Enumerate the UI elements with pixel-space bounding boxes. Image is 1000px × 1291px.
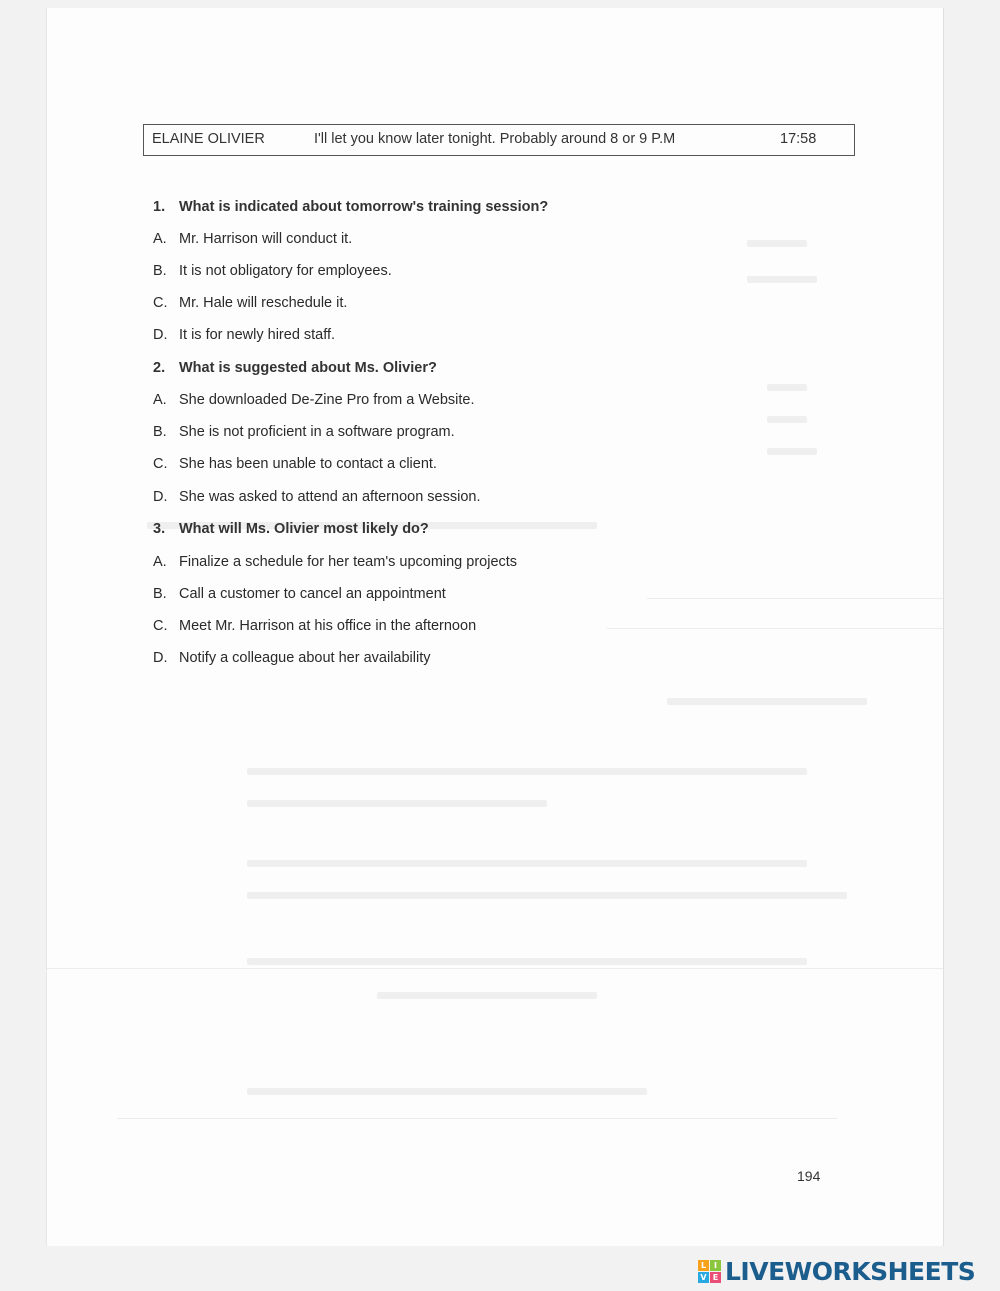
- option-2d[interactable]: [153, 489, 480, 505]
- logo-tile: V: [698, 1272, 709, 1283]
- question-text: What will Ms. Olivier most likely do?: [179, 521, 429, 537]
- option-1a[interactable]: [153, 231, 352, 247]
- bleed-through-mark: [767, 448, 817, 455]
- option-text: Finalize a schedule for her team's upcoming projects: [179, 554, 518, 570]
- chat-message-box: [143, 124, 855, 156]
- option-text: She downloaded De-Zine Pro from a Website.: [179, 392, 475, 408]
- bleed-through-mark: [247, 892, 847, 899]
- message-sender: ELAINE OLIVIER: [152, 131, 265, 147]
- option-text: She has been unable to contact a client.: [179, 456, 437, 472]
- option-text: Mr. Harrison will conduct it.: [179, 231, 353, 247]
- question-text: What is suggested about Ms. Olivier?: [179, 360, 437, 376]
- option-1b[interactable]: [153, 263, 392, 279]
- message-text: I'll let you know later tonight. Probably around 8 or 9 P.M: [314, 131, 676, 147]
- question-3: [153, 521, 429, 537]
- option-letter: D.: [153, 650, 168, 666]
- option-text: It is not obligatory for employees.: [179, 263, 392, 279]
- liveworksheets-icon: [698, 1260, 721, 1283]
- bleed-through-mark: [667, 698, 867, 705]
- question-number: 2.: [153, 360, 166, 376]
- option-2b[interactable]: [153, 424, 455, 440]
- bleed-through-mark: [47, 968, 943, 969]
- worksheet-page: [46, 8, 944, 1246]
- option-letter: A.: [153, 392, 167, 408]
- option-text: Mr. Hale will reschedule it.: [179, 295, 348, 311]
- option-2a[interactable]: [153, 392, 475, 408]
- logo-tile: I: [710, 1260, 721, 1271]
- bleed-through-mark: [647, 598, 943, 599]
- option-text: Meet Mr. Harrison at his office in the afternoon: [179, 618, 477, 634]
- option-text: Notify a colleague about her availability: [179, 650, 431, 666]
- bleed-through-mark: [247, 958, 807, 965]
- option-letter: C.: [153, 295, 168, 311]
- option-letter: C.: [153, 618, 168, 634]
- bleed-through-mark: [747, 240, 807, 247]
- option-letter: D.: [153, 327, 168, 343]
- option-text: She is not proficient in a software program.: [179, 424, 455, 440]
- question-text: What is indicated about tomorrow's training session?: [179, 199, 549, 215]
- logo-tile: L: [698, 1260, 709, 1271]
- option-text: It is for newly hired staff.: [179, 327, 336, 343]
- bleed-through-mark: [117, 1118, 837, 1119]
- option-letter: A.: [153, 554, 167, 570]
- option-3c[interactable]: [153, 618, 476, 634]
- option-letter: A.: [153, 231, 167, 247]
- option-3b[interactable]: [153, 586, 446, 602]
- question-1: [153, 199, 548, 215]
- question-number: 1.: [153, 199, 166, 215]
- bleed-through-mark: [747, 276, 817, 283]
- option-text: She was asked to attend an afternoon session.: [179, 489, 481, 505]
- option-3a[interactable]: [153, 554, 517, 570]
- option-1c[interactable]: [153, 295, 347, 311]
- bleed-through-mark: [767, 416, 807, 423]
- option-letter: B.: [153, 424, 167, 440]
- option-2c[interactable]: [153, 456, 437, 472]
- message-time: 17:58: [780, 131, 817, 147]
- liveworksheets-wordmark: LIVEWORKSHEETS: [725, 1256, 976, 1286]
- page-number: 194: [797, 1168, 821, 1184]
- option-letter: B.: [153, 586, 167, 602]
- option-letter: B.: [153, 263, 167, 279]
- question-number: 3.: [153, 521, 166, 537]
- bleed-through-mark: [247, 800, 547, 807]
- option-1d[interactable]: [153, 327, 335, 343]
- bleed-through-mark: [247, 860, 807, 867]
- logo-tile: E: [710, 1272, 721, 1283]
- bleed-through-mark: [767, 384, 807, 391]
- option-letter: C.: [153, 456, 168, 472]
- bleed-through-mark: [607, 628, 943, 629]
- option-letter: D.: [153, 489, 168, 505]
- option-3d[interactable]: [153, 650, 430, 666]
- liveworksheets-logo[interactable]: [698, 1256, 975, 1286]
- option-text: Call a customer to cancel an appointment: [179, 586, 446, 602]
- question-2: [153, 360, 437, 376]
- bleed-through-mark: [377, 992, 597, 999]
- bleed-through-mark: [247, 768, 807, 775]
- bleed-through-mark: [247, 1088, 647, 1095]
